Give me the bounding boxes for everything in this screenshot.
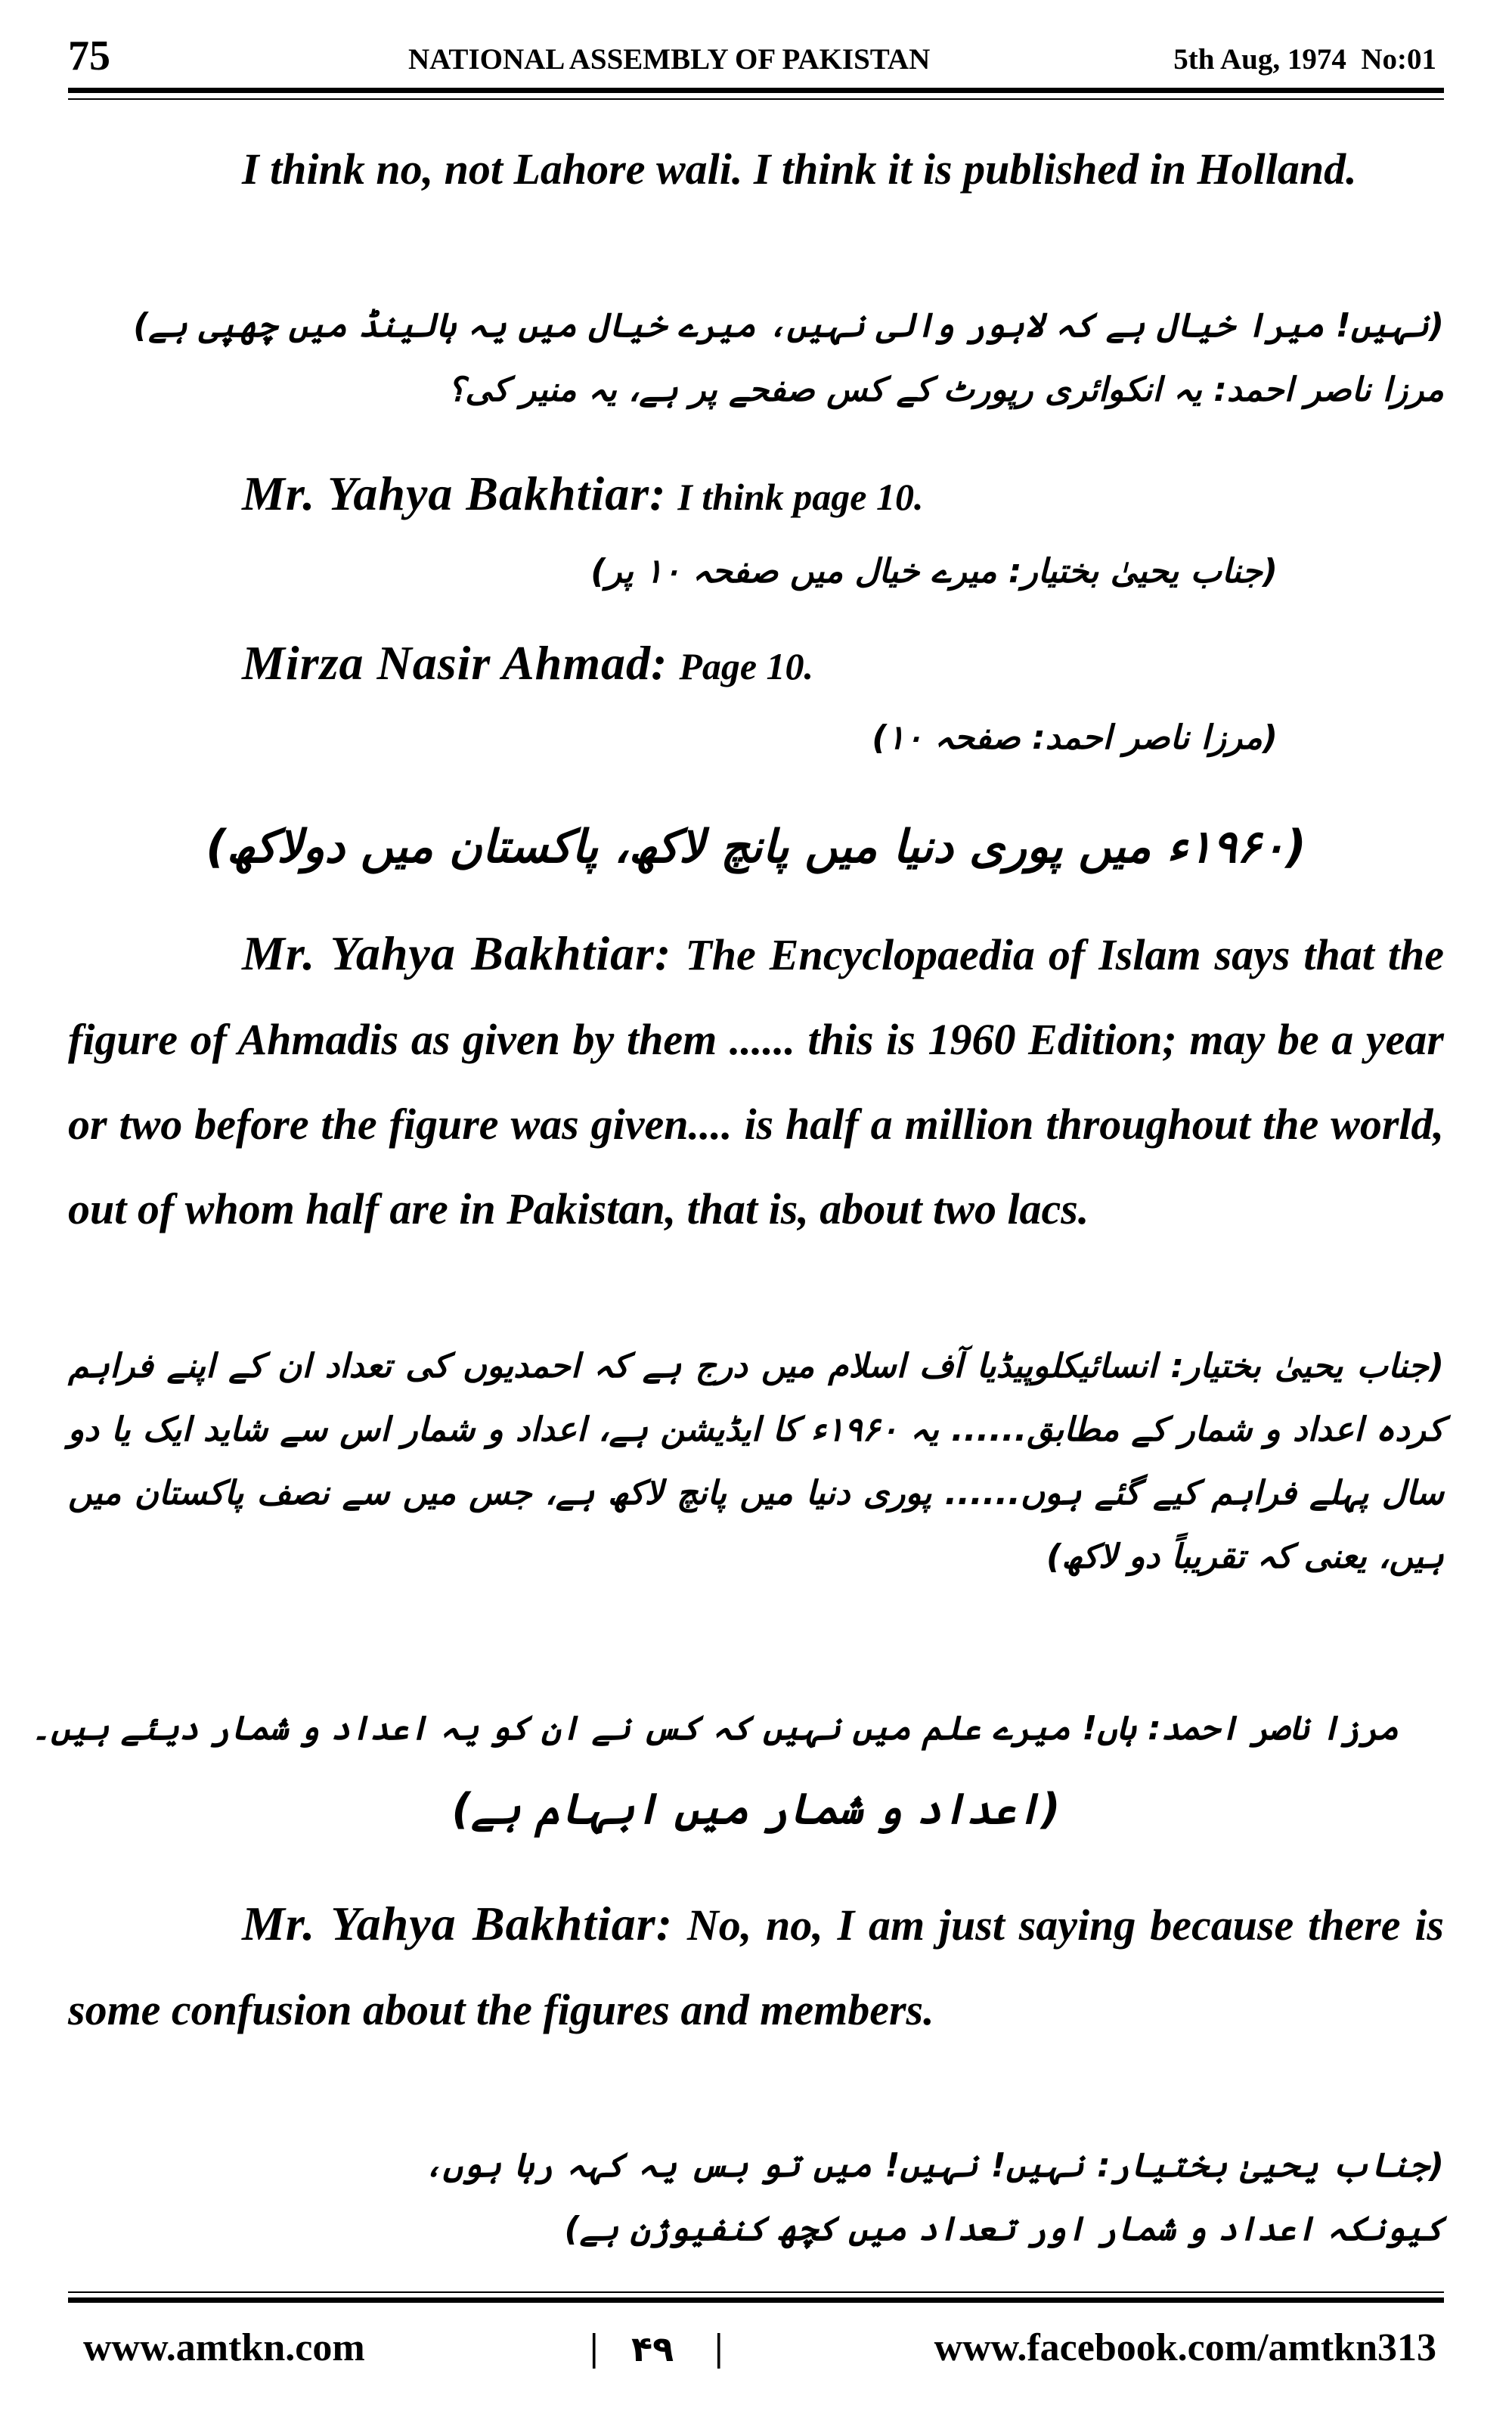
english-paragraph-1: I think no, not Lahore wali. I think it is published in Holland.: [242, 144, 1357, 194]
header-rule-thick: [68, 88, 1444, 93]
facebook-link[interactable]: www.facebook.com/amtkn313: [934, 2326, 1436, 2369]
publication-title: NATIONAL ASSEMBLY OF PAKISTAN: [408, 43, 931, 76]
urdu-speaker-line-2: مرزا ناصر احمد: ہاں! میرے علم میں نہیں کہ کس نے ان کو یہ اعداد و شمار دیئے ہیں۔: [31, 1709, 1399, 1748]
speaker-name: Mirza Nasir Ahmad:: [242, 636, 668, 690]
english-line-yahya-1: [242, 466, 1444, 522]
footer-separator-right: |: [714, 2326, 723, 2369]
speech-text: I think page 10.: [677, 476, 924, 518]
header-rule-thin: [68, 98, 1444, 100]
speech-text: No, no, I am just saying because there is some confusion about the figures and members.: [68, 1900, 1445, 2034]
urdu-translation-2: (جناب یحییٰ بختیار: میرے خیال میں صفحہ ۱۰ پر): [590, 552, 1278, 591]
header-date: 5th Aug, 1974: [1173, 43, 1346, 76]
header-date-issue: [1173, 42, 1436, 76]
website-link[interactable]: www.amtkn.com: [83, 2326, 365, 2369]
urdu-translation-5: (جناب یحییٰ بختیار: نہیں! نہیں! میں تو بس یہ کہہ رہا ہوں، کیونکہ اعداد و شمار اور تعداد میں کچھ کنفیوژن ہے): [423, 2146, 1444, 2248]
speech-text: Page 10.: [679, 645, 814, 687]
footer-rule-thin: [68, 2291, 1444, 2293]
speech-text: The Encyclopaedia of Islam says that the figure of Ahmadis as given by them ...... this is 1960 Edition; may be a year or two before the figure was given.... is half a million throughout the world, out of whom half are in Pakistan, that is, about two lacs.: [68, 930, 1444, 1233]
speaker-name: Mr. Yahya Bakhtiar:: [242, 926, 672, 980]
english-paragraph-2: [68, 911, 1444, 1252]
speaker-name: Mr. Yahya Bakhtiar:: [242, 1897, 674, 1950]
urdu-translation-4: (جناب یحییٰ بختیار: انسائیکلوپیڈیا آف اسلام میں درج ہے کہ احمدیوں کی تعداد ان کے اپنے فراہم کردہ اعداد و شمار کے مطابق...... یہ ۱۹۶۰ء کا ایڈیشن ہے، اعداد و شمار اس سے شاید ایک یا دو سال پہلے فراہم کیے گئے ہوں...... پوری دنیا میں پانچ لاکھ ہے، جس میں سے نصف پاکستان میں ہیں، یعنی کہ تقریباً دو لاکھ): [68, 1347, 1444, 1576]
urdu-translation-3: (مرزا ناصر احمد: صفحہ ۱۰): [872, 718, 1278, 757]
footer-separator-left: |: [590, 2326, 599, 2369]
footer-rule-thick: [68, 2297, 1444, 2303]
footer-page-number: ۴۹: [631, 2328, 674, 2369]
section-heading-1: (۱۹۶۰ء میں پوری دنیا میں پانچ لاکھ، پاکستان میں دولاکھ): [206, 821, 1306, 873]
urdu-translation-1: (نہیں! میرا خیال ہے کہ لاہور والی نہیں، میرے خیال میں یہ ہالینڈ میں چھپی ہے): [133, 306, 1444, 345]
page-number: 75: [68, 33, 110, 79]
page-footer: [68, 2325, 1444, 2386]
section-heading-2: (اعداد و شمار میں ابہام ہے): [451, 1785, 1061, 1834]
header-issue: No:01: [1361, 43, 1436, 76]
page-header: [68, 32, 1444, 85]
english-line-mirza-1: [242, 635, 1444, 691]
english-paragraph-3: [68, 1882, 1444, 2052]
speaker-name: Mr. Yahya Bakhtiar:: [242, 467, 667, 520]
urdu-speaker-line-1: مرزا ناصر احمد: یہ انکوائری رپورٹ کے کس صفحے پر ہے، یہ منیر کی؟: [447, 371, 1444, 409]
